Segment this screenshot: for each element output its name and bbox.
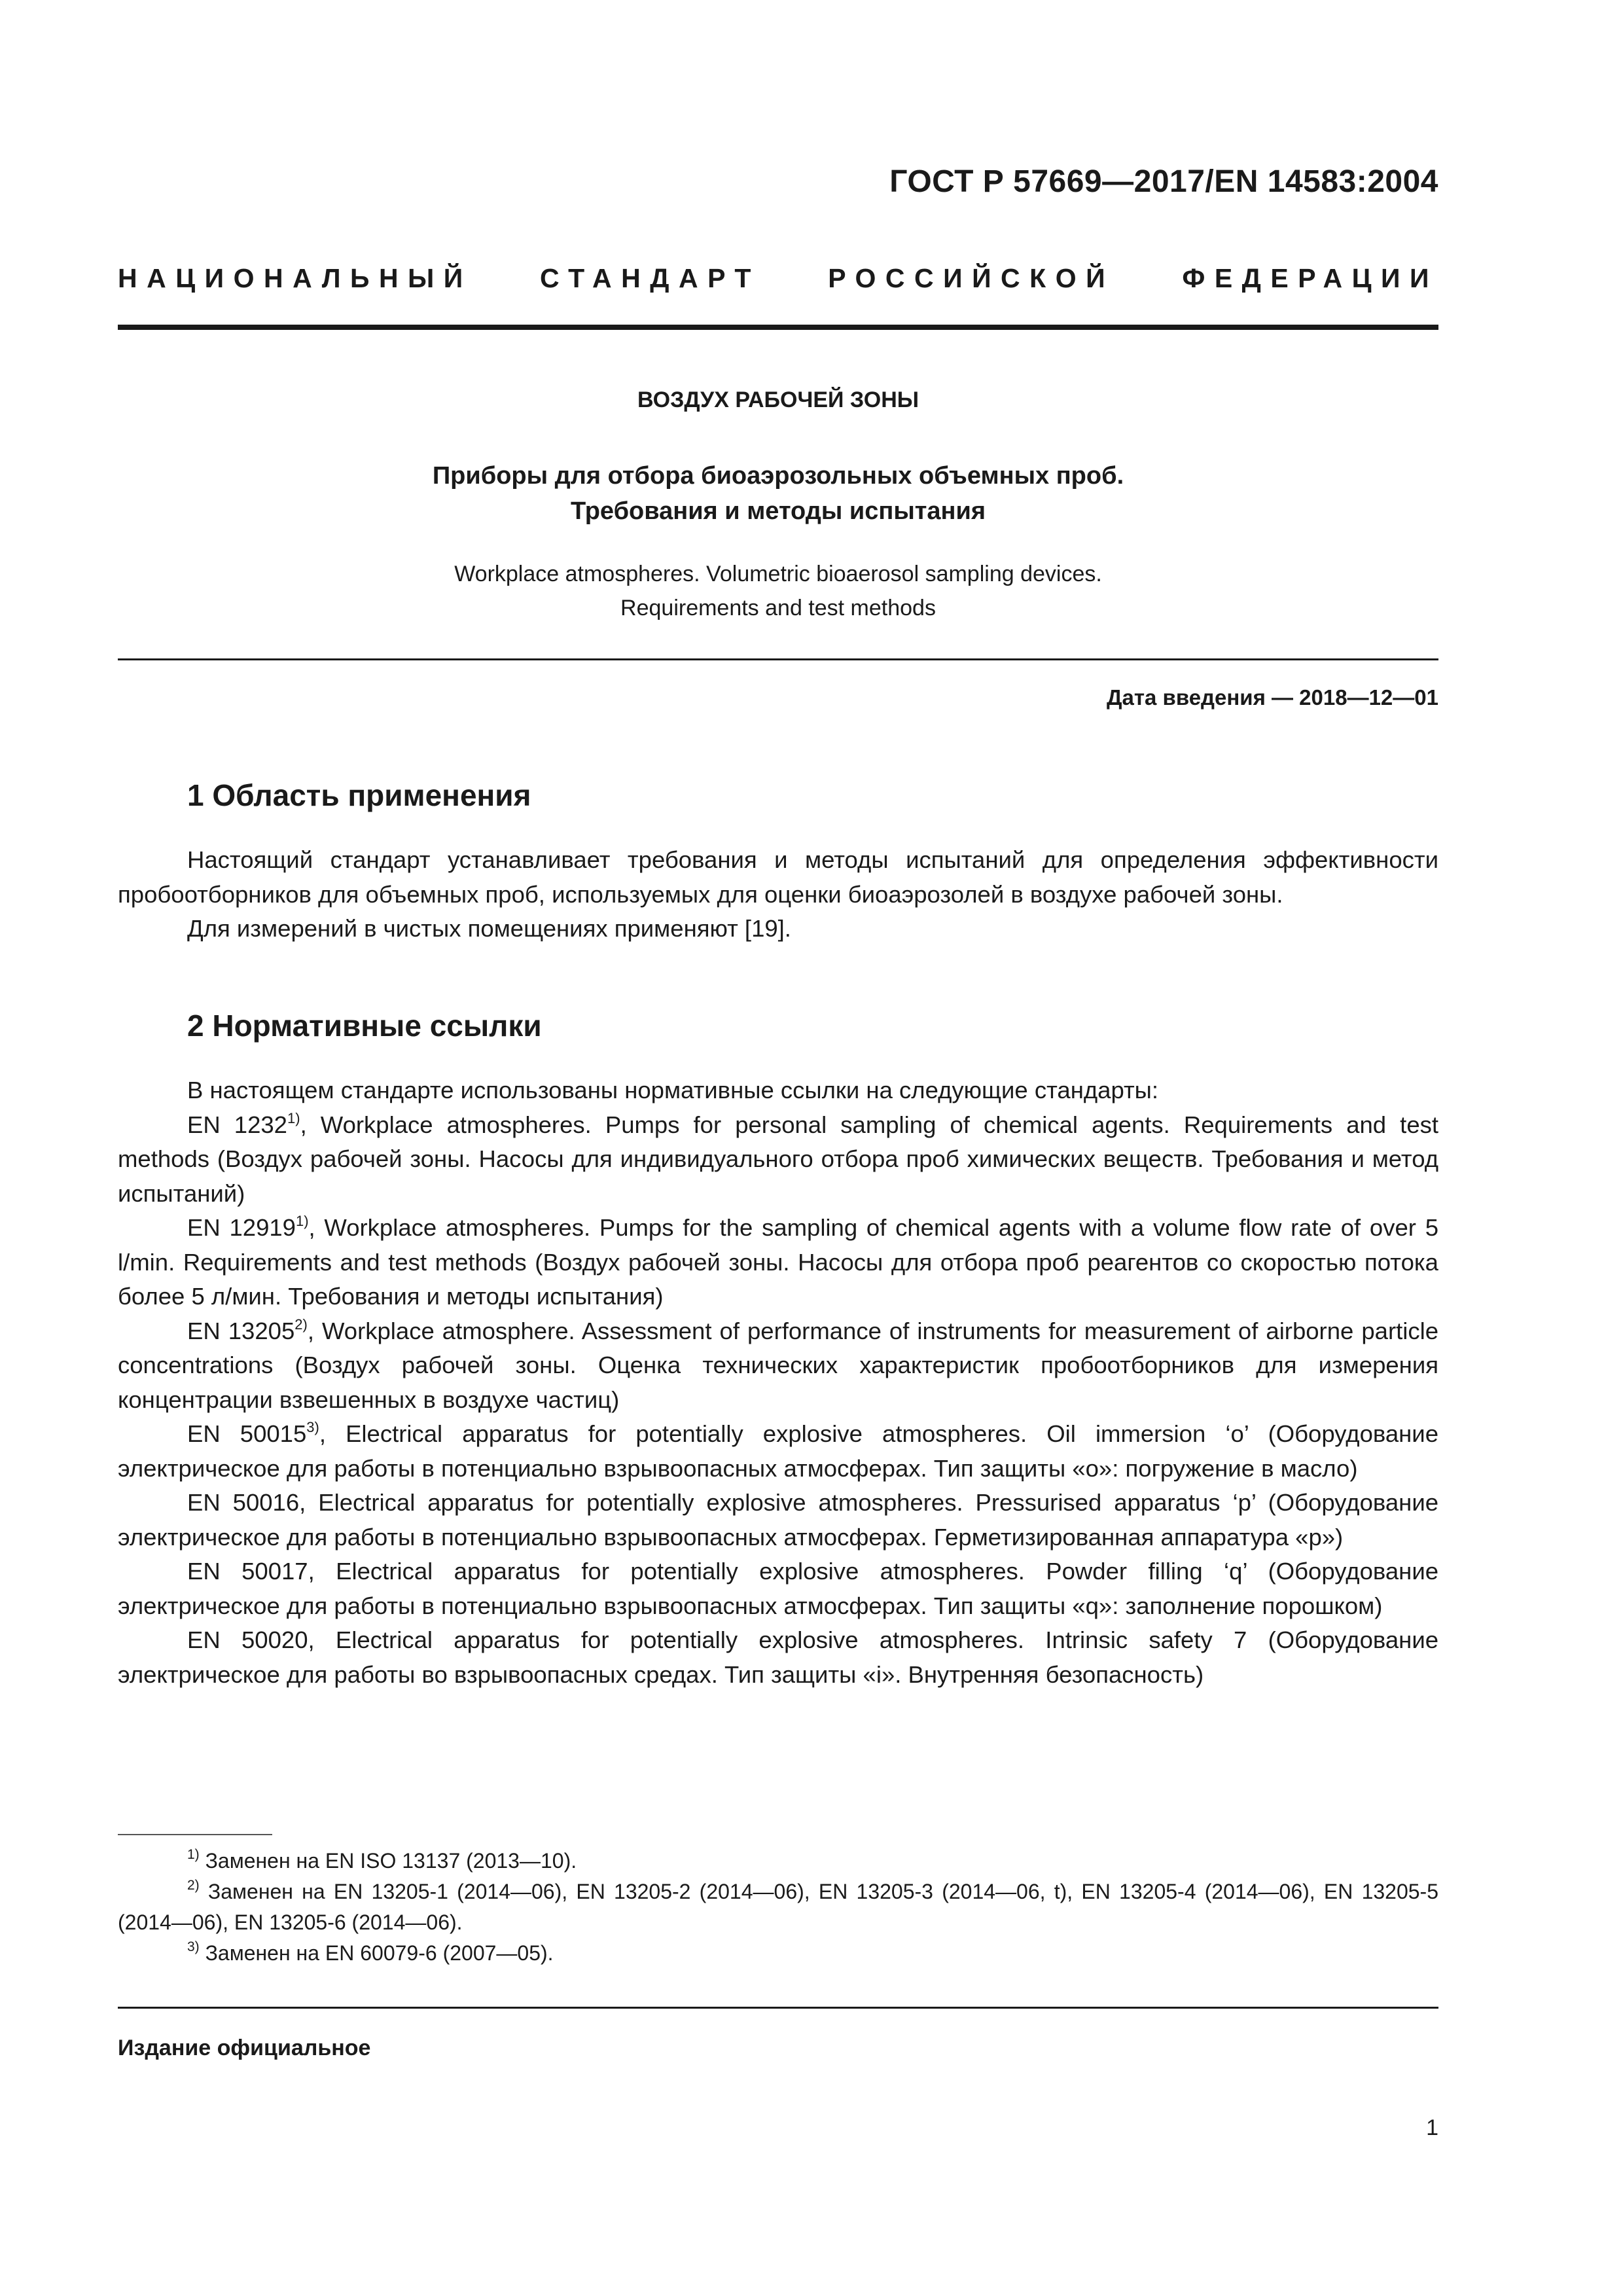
subtitle-en-line: Requirements and test methods — [620, 596, 936, 620]
paragraph: Настоящий стандарт устанавливает требования и методы испытаний для определения эффективности пробоотборников для объемных проб, используемых для оценки биоаэрозолей в воздухе рабочей зоны. — [118, 846, 1438, 908]
introduction-date: Дата введения — 2018—12—01 — [1107, 685, 1438, 709]
subtitle-ru-line: Требования и методы испытания — [570, 497, 986, 525]
reference-text: , Workplace atmospheres. Pumps for the sampling of chemical agents with a volume flow rate of over 5 l/min. Requirements and test methods (Воздух рабочей зоны. Насосы для отбора проб реагентов со скоростью потока более 5 л/мин. Требования и методы испытания) — [118, 1214, 1438, 1310]
header-word: СТАНДАРТ — [539, 263, 760, 293]
reference-text: , Workplace atmosphere. Assessment of performance of instruments for measurement of airborne particle concentrations (Воздух рабочей зоны. Оценка технических характеристик пробоотборников для измерения концентрации взвешенных в воздухе частиц) — [118, 1317, 1439, 1413]
subtitle-ru-line: Приборы для отбора биоаэрозольных объемных проб. — [432, 462, 1124, 490]
footnote — [118, 1938, 1438, 1969]
reference-item — [118, 1417, 1438, 1486]
reference-item — [118, 1211, 1438, 1314]
reference-code: EN 50015 — [187, 1420, 307, 1447]
footnote-mark: 2) — [187, 1878, 200, 1893]
page-number: 1 — [1426, 2115, 1438, 2140]
footnote-text: Заменен на EN ISO 13137 (2013—10). — [199, 1849, 577, 1873]
section-body — [118, 843, 1438, 946]
paragraph: Для измерений в чистых помещениях применяют [19]. — [187, 915, 791, 942]
document-code: ГОСТ Р 57669—2017/EN 14583:2004 — [889, 164, 1438, 199]
reference-text: , Electrical apparatus for potentially explosive atmospheres. Pressurised apparatus ‘p’ (Оборудование электрическое для работы в потенциально взрывоопасных атмосферах. Герметизированная аппаратура «р») — [118, 1489, 1439, 1551]
reference-text: , Electrical apparatus for potentially explosive atmospheres. Oil immersion ‘o’ (Оборудование электрическое для работы в потенциально взрывоопасных атмосферах. Тип защиты «о»: погружение в масло) — [118, 1420, 1438, 1482]
footer-divider — [118, 2007, 1438, 2009]
subtitle-en-line: Workplace atmospheres. Volumetric bioaerosol sampling devices. — [454, 562, 1102, 586]
document-title: ВОЗДУХ РАБОЧЕЙ ЗОНЫ — [637, 387, 919, 412]
footnote-divider — [118, 1834, 272, 1835]
reference-code: EN 50017 — [187, 1558, 308, 1585]
header-word: ФЕДЕРАЦИИ — [1182, 263, 1438, 293]
footnote-text: Заменен на EN 13205-1 (2014—06), EN 13205-2 (2014—06), EN 13205-3 (2014—06, t), EN 13205-4 (2014—06), EN 13205-5 (2014—06), EN 13205-6 (2014—06). — [118, 1880, 1438, 1934]
section-heading: 2 Нормативные ссылки — [187, 1009, 542, 1043]
footnote-mark: 1) — [187, 1847, 200, 1862]
footnotes — [118, 1846, 1438, 1969]
footnote — [118, 1846, 1438, 1876]
reference-code: EN 50020 — [187, 1626, 308, 1653]
reference-code: EN 50016 — [187, 1489, 300, 1516]
title-divider — [118, 658, 1438, 660]
reference-item — [118, 1486, 1438, 1554]
reference-code: EN 1232 — [187, 1111, 287, 1138]
document-subtitle-ru — [118, 458, 1438, 529]
paragraph: В настоящем стандарте использованы нормативные ссылки на следующие стандарты: — [187, 1077, 1159, 1103]
reference-text: , Workplace atmospheres. Pumps for personal sampling of chemical agents. Requirements and test methods (Воздух рабочей зоны. Насосы для индивидуального отбора проб химических веществ. Требования и метод испытаний) — [118, 1111, 1439, 1207]
reference-item — [118, 1314, 1438, 1418]
footnote-mark: 1) — [295, 1213, 309, 1229]
header-word: НАЦИОНАЛЬНЫЙ — [118, 263, 473, 293]
reference-text: , Electrical apparatus for potentially explosive atmospheres. Powder filling ‘q’ (Оборудование электрическое для работы в потенциально взрывоопасных атмосферах. Тип защиты «q»: заполнение порошком) — [118, 1558, 1439, 1619]
footnote-mark: 2) — [294, 1316, 308, 1333]
footnote — [118, 1876, 1438, 1938]
footnote-mark: 1) — [287, 1109, 300, 1126]
reference-item — [118, 1554, 1438, 1623]
edition-label: Издание официальное — [118, 2036, 371, 2060]
footnote-mark: 3) — [187, 1939, 200, 1954]
document-subtitle-en — [118, 557, 1438, 625]
footnote-text: Заменен на EN 60079-6 (2007—05). — [199, 1941, 554, 1965]
footnote-mark: 3) — [306, 1419, 319, 1435]
reference-item — [118, 1108, 1438, 1211]
section-body — [118, 1073, 1438, 1692]
national-standard-header — [118, 263, 1438, 294]
reference-text: , Electrical apparatus for potentially explosive atmospheres. Intrinsic safety 7 (Оборудование электрическое для работы во взрывоопасных средах. Тип защиты «i». Внутренняя безопасность) — [118, 1626, 1439, 1688]
header-divider — [118, 325, 1438, 330]
reference-item — [118, 1623, 1438, 1692]
reference-code: EN 13205 — [187, 1317, 295, 1344]
reference-code: EN 12919 — [187, 1214, 296, 1241]
header-word: РОССИЙСКОЙ — [828, 263, 1115, 293]
section-heading: 1 Область применения — [187, 778, 531, 812]
